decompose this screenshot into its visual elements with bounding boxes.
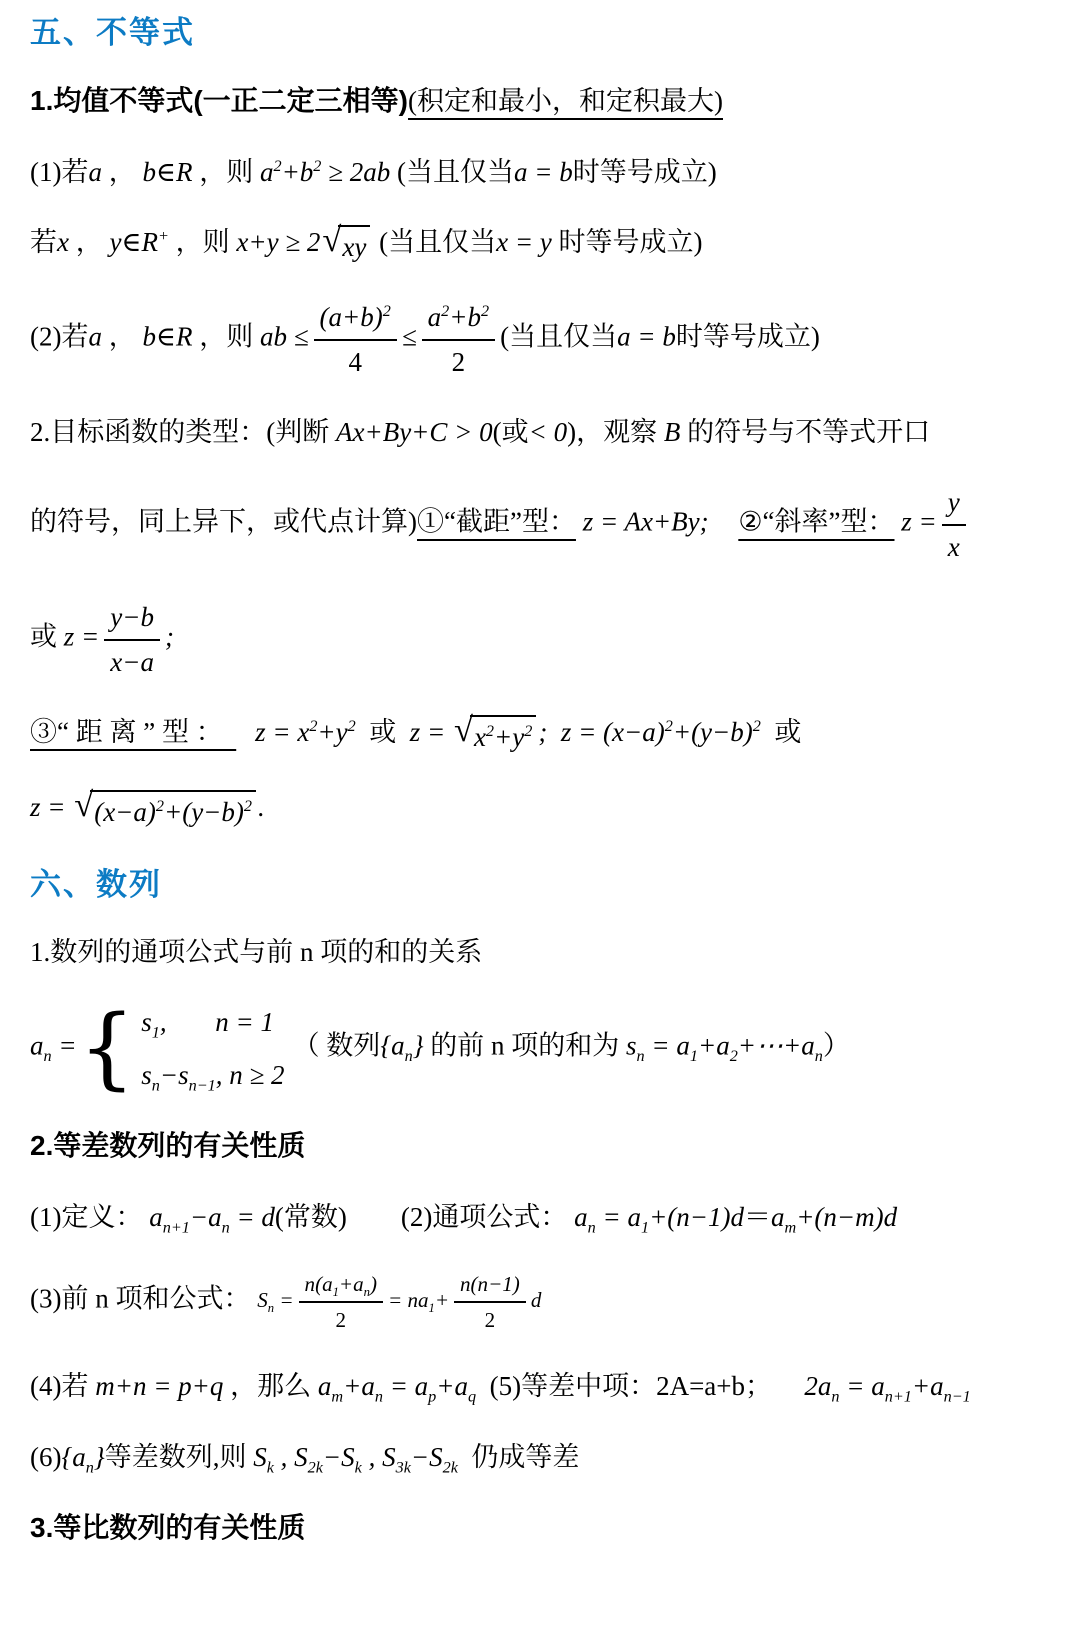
math-run: a (317, 1371, 332, 1402)
subscript: n (636, 1047, 645, 1066)
math-run: +y (494, 721, 525, 752)
underlined-text (408, 86, 723, 116)
math-run: a (149, 1202, 163, 1233)
square-root (322, 220, 370, 265)
math-run: , (159, 1007, 167, 1038)
subscript: n (363, 1284, 370, 1299)
math-run: Ax+By+C > 0 (336, 416, 493, 447)
subscript: 2 (729, 1047, 738, 1066)
small-math-group (257, 1271, 542, 1332)
math-run: ) (369, 1271, 377, 1296)
math-run: xy (342, 231, 367, 262)
superscript: 2 (309, 717, 318, 736)
math-run: a (427, 302, 442, 333)
math-run: +(y−b) (163, 796, 244, 827)
math-run: z = x (255, 717, 310, 748)
math-run: −a (189, 1202, 222, 1233)
superscript: 2 (664, 717, 673, 736)
math-run: +a (343, 1371, 375, 1402)
fraction-denominator (314, 341, 397, 380)
math-run: = a (595, 1202, 641, 1233)
math-run: +a (436, 1371, 468, 1402)
text-run: （ 数列 (292, 1031, 381, 1062)
math-run: a = b (513, 156, 573, 187)
math-run: −s (159, 1059, 189, 1090)
math-run: = na (387, 1287, 429, 1312)
text-run: 的符号，同上异下，或代点计算) (30, 507, 417, 538)
math-run: , S (361, 1441, 396, 1472)
math-run: b∈R (142, 156, 193, 187)
subscript: 2k (442, 1458, 458, 1477)
line-objective-function-1 (30, 414, 1054, 450)
piecewise-brace-icon: { (78, 996, 136, 1101)
square-root (74, 785, 256, 830)
underlined-text (738, 507, 894, 537)
math-run: +b (281, 156, 314, 187)
subscript: 1 (332, 1284, 339, 1299)
section-heading-liu-sequences (30, 864, 1054, 906)
math-run: z = Ax+By; (575, 507, 709, 538)
text-run: 或 (760, 717, 802, 748)
subscript: n (267, 1301, 275, 1316)
text-run: (1)定义： (30, 1202, 150, 1233)
text-run: ， (68, 227, 110, 258)
text-run: (1)若 (30, 156, 89, 187)
radical-sign-icon: √ (322, 220, 342, 259)
math-run: a = b (617, 321, 676, 352)
subscript: 1 (640, 1218, 650, 1237)
math-run: z = (30, 792, 73, 823)
math-run: a (30, 1031, 44, 1062)
fraction (299, 1270, 383, 1335)
fraction (422, 299, 495, 380)
math-run: n(a (304, 1271, 333, 1296)
text-run: ＝ (743, 1202, 771, 1233)
math-run: b∈R (142, 321, 193, 352)
text-run: )，观察 (567, 416, 664, 447)
line-arith-subsequence (30, 1439, 1054, 1475)
text-run: ，那么 (223, 1371, 318, 1402)
math-run: = a (839, 1371, 885, 1402)
math-run: a (259, 156, 274, 187)
bold-text-run: 1.均值不等式(一正二定三相等) (30, 84, 409, 116)
subscript: n (374, 1387, 383, 1406)
text-run: ②“斜率”型： (738, 507, 895, 538)
line-an-piecewise (30, 996, 1054, 1101)
math-run: S (253, 1441, 267, 1472)
math-run: +a (911, 1371, 944, 1402)
radical-sign-icon: √ (453, 710, 473, 749)
subscript: n−1 (943, 1387, 971, 1406)
radicand (338, 225, 370, 265)
math-run: z = (x−a) (560, 717, 665, 748)
subscript: q (468, 1387, 477, 1406)
subscript: k (354, 1458, 362, 1477)
superscript: 2 (243, 796, 252, 815)
math-run: n(n−1) (460, 1271, 520, 1296)
math-run: n = 1 (215, 1007, 274, 1038)
math-run: , S (273, 1441, 308, 1472)
subscript: 1 (689, 1047, 698, 1066)
text-run: (当且仅当 (500, 321, 618, 352)
subscript: n+1 (884, 1387, 912, 1406)
text-run: 时等号成立) (675, 321, 820, 352)
line-objective-function-2 (30, 484, 1054, 565)
math-run: −S (322, 1441, 355, 1472)
text-run: (积定和最小，和定积最大) (408, 85, 723, 116)
fraction-denominator (454, 1303, 526, 1334)
math-roman-run: 2 (335, 1308, 347, 1332)
math-run: +⋯+a (737, 1031, 815, 1062)
superscript: 2 (485, 721, 495, 740)
subscript: p (428, 1387, 437, 1406)
text-run: 或 (30, 621, 64, 652)
math-run: +(n−1)d (649, 1202, 744, 1233)
fraction-numerator (422, 299, 495, 340)
math-run: } (412, 1031, 424, 1062)
subscript: n (587, 1218, 596, 1237)
math-run: y−b (110, 602, 154, 633)
math-run: . (257, 792, 265, 823)
text-run: ①“截距”型： (417, 507, 576, 538)
line-arith-sum (30, 1270, 1054, 1335)
math-run: (a+b) (319, 302, 383, 333)
math-run: ; (164, 621, 174, 652)
math-run: , n ≥ 2 (215, 1059, 285, 1090)
superscript: 2 (481, 302, 490, 321)
text-run: (或 (492, 416, 529, 447)
line-distance-formula (30, 785, 1054, 830)
math-run: s (141, 1007, 152, 1038)
math-run: (x−a) (94, 796, 156, 827)
text-run: (5)等差中项：2A=a+b； (476, 1371, 773, 1402)
fraction-numerator (942, 484, 966, 525)
fraction-numerator (454, 1270, 526, 1303)
math-run: ab ≤ (259, 321, 309, 352)
subscript: n (151, 1076, 160, 1095)
math-run: s (141, 1059, 152, 1090)
text-run: (3)前 n 项和公式： (30, 1282, 258, 1313)
text-run: 若 (30, 227, 57, 258)
math-run: = (274, 1287, 294, 1312)
text-run: ， (101, 156, 143, 187)
superscript: 2 (524, 721, 533, 740)
math-run: +y (317, 717, 348, 748)
math-run: a (770, 1202, 785, 1233)
math-run: y (947, 487, 960, 518)
line-mean-inequality-title (30, 82, 1054, 120)
math-run: ≥ 2ab (321, 156, 397, 187)
math-run: +(y−b) (672, 717, 753, 748)
text-run: 仍成等差 (457, 1441, 580, 1472)
text-run: 时等号成立) (551, 227, 703, 258)
math-run: z = (63, 621, 100, 652)
subscript: 1 (151, 1023, 160, 1042)
text-run: ，则 (168, 227, 237, 258)
line-arith-title (30, 1127, 1054, 1165)
math-run: +b (449, 302, 481, 333)
underlined-text (30, 717, 236, 747)
superscript: 2 (752, 717, 761, 736)
text-run: 五、不等式 (30, 15, 195, 50)
subscript: m (331, 1387, 344, 1406)
math-run: S (257, 1287, 268, 1312)
subscript: n (221, 1218, 230, 1237)
bold-text-run: 2.等差数列的有关性质 (30, 1130, 306, 1162)
subscript: 2k (307, 1458, 323, 1477)
math-run: x (947, 531, 960, 562)
text-run: (2)若 (30, 321, 89, 352)
math-run: } (93, 1441, 105, 1472)
math-run: = d (229, 1202, 275, 1233)
math-roman-run: 2 (484, 1308, 496, 1332)
radicand (470, 715, 536, 755)
math-run: B (663, 416, 681, 447)
math-run: ; (538, 717, 561, 748)
fraction-denominator (299, 1303, 383, 1334)
math-run: z = (409, 717, 452, 748)
radical-sign-icon: √ (74, 785, 94, 824)
fraction-numerator (104, 599, 160, 640)
subscript: n (831, 1387, 840, 1406)
line-ineq-sqrt (30, 220, 1054, 265)
superscript: 2 (347, 717, 356, 736)
bold-text-run: 3.等比数列的有关性质 (30, 1512, 306, 1544)
math-run: a (574, 1202, 588, 1233)
fraction (104, 599, 160, 680)
line-seq-relation-title (30, 934, 1054, 970)
text-run: ， (101, 321, 143, 352)
superscript: 2 (441, 302, 450, 321)
subscript: n (85, 1458, 94, 1477)
subscript: n−1 (188, 1076, 216, 1095)
math-run: a (88, 321, 102, 352)
math-run: −S (410, 1441, 443, 1472)
math-run: = a (644, 1031, 690, 1062)
math-run: d (530, 1287, 542, 1312)
text-run: ③“ 距 离 ” 型 ： (30, 717, 237, 748)
text-run: 1.数列的通项公式与前 n 项的和的关系 (30, 937, 483, 968)
math-roman-run: 4 (348, 346, 362, 377)
fraction (314, 299, 397, 380)
subscript: n (43, 1047, 52, 1066)
square-root (453, 710, 536, 755)
subscript: 1 (428, 1301, 435, 1316)
math-run: +a (338, 1271, 364, 1296)
math-run: x = y (496, 227, 552, 258)
text-run: (当且仅当 (396, 156, 514, 187)
piecewise-rows (141, 1004, 284, 1093)
fraction-numerator (314, 299, 397, 340)
text-run: 时等号成立) (572, 156, 717, 187)
underlined-text (417, 507, 576, 537)
piecewise-cases (78, 996, 285, 1101)
math-run: {a (61, 1441, 86, 1472)
line-ineq-fractions (30, 299, 1054, 380)
piecewise-row (141, 1057, 284, 1093)
line-distance-type (30, 710, 1054, 755)
text-run: (6) (30, 1441, 62, 1472)
fraction (942, 484, 966, 565)
line-ineq-square (30, 154, 1054, 190)
text-run: 六、数列 (30, 867, 162, 903)
text-run: ，则 (192, 321, 260, 352)
math-run: = (51, 1031, 77, 1062)
math-run: m+n = p+q (95, 1371, 224, 1402)
text-run: 的符号与不等式开口 (680, 416, 931, 447)
text-run: ，则 (192, 156, 260, 187)
text-run: 等差数列,则 (104, 1441, 254, 1472)
subscript: k (266, 1458, 274, 1477)
subscript: m (784, 1218, 797, 1237)
text-run: (2)通项公式： (400, 1202, 575, 1233)
fraction (454, 1270, 526, 1335)
math-run: a (88, 156, 102, 187)
piecewise-row (141, 1004, 284, 1040)
math-run: +a (697, 1031, 730, 1062)
text-run: 或 (355, 717, 410, 748)
math-run: {a (380, 1031, 405, 1062)
math-run: +(n−m)d (796, 1202, 898, 1233)
superscript: 2 (382, 302, 391, 321)
fraction-numerator (299, 1270, 383, 1303)
superscript: + (157, 227, 169, 246)
text-run: (当且仅当 (372, 227, 497, 258)
line-geom-title (30, 1509, 1054, 1547)
superscript: 2 (155, 796, 164, 815)
math-run: y∈R (109, 227, 158, 258)
line-slope-alt (30, 599, 1054, 680)
fraction-denominator (422, 341, 495, 380)
text-run: 2.目标函数的类型：(判断 (30, 416, 336, 447)
math-run: z = (894, 507, 937, 538)
math-run: = a (382, 1371, 429, 1402)
line-arith-middle-term (30, 1368, 1054, 1404)
subscript: n (404, 1047, 413, 1066)
subscript: n+1 (162, 1218, 190, 1237)
superscript: 2 (273, 156, 282, 175)
subscript: 3k (395, 1458, 411, 1477)
math-run: x+y ≥ 2 (236, 227, 321, 258)
math-run: x (473, 721, 486, 752)
section-heading-wu-inequality (30, 12, 1054, 54)
fraction-denominator (942, 526, 966, 565)
math-run: x (57, 227, 69, 258)
text-run: (常数) (274, 1202, 347, 1233)
math-run: ≤ (401, 321, 417, 352)
math-run: < 0 (528, 416, 568, 447)
math-run: x−a (110, 646, 154, 677)
text-run: ） (822, 1031, 850, 1062)
superscript: 2 (313, 156, 322, 175)
radicand (90, 790, 256, 830)
math-run: s (626, 1031, 637, 1062)
subscript: n (814, 1047, 823, 1066)
fraction-denominator (104, 641, 160, 680)
text-run: 的前 n 项的和为 (423, 1031, 627, 1062)
line-arith-def (30, 1199, 1054, 1235)
text-run: (4)若 (30, 1371, 96, 1402)
math-roman-run: 2 (451, 346, 466, 377)
math-run: 2a (804, 1371, 832, 1402)
math-run: + (434, 1287, 450, 1312)
